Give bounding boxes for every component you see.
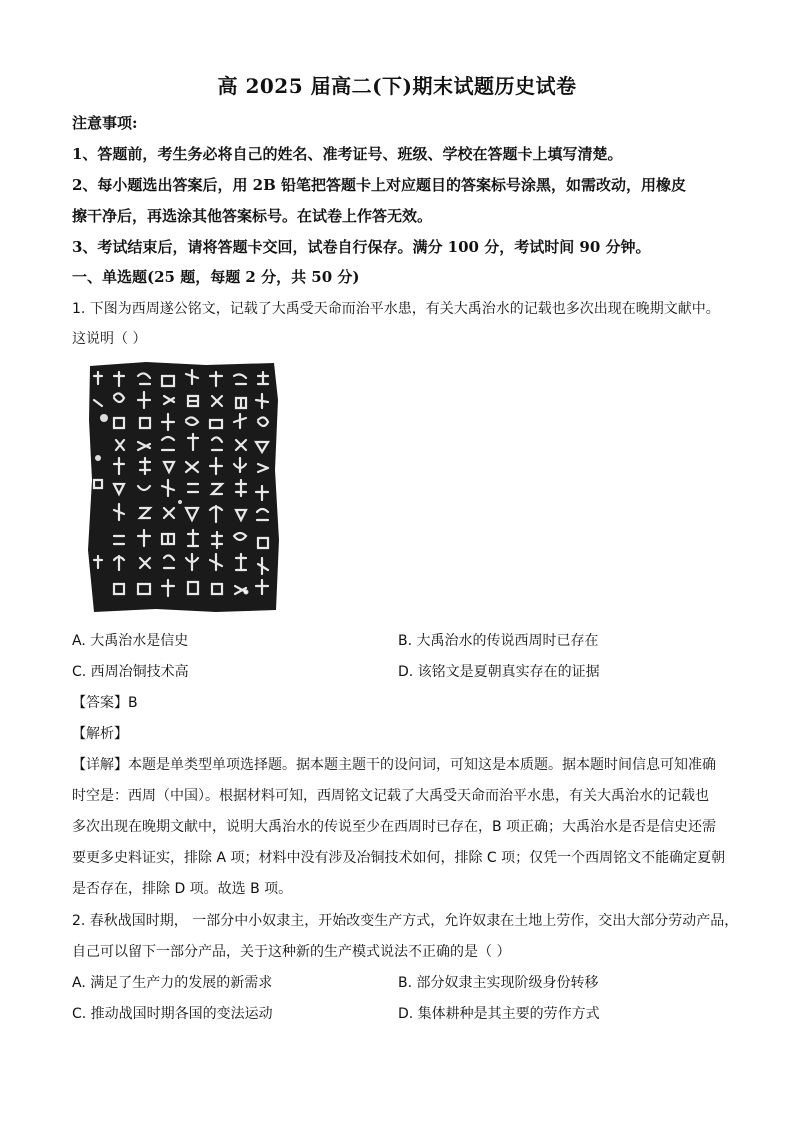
- q1-option-b[interactable]: B. 大禹治水的传说西周时已存在: [398, 633, 599, 649]
- q1-option-a[interactable]: A. 大禹治水是信史: [72, 633, 189, 649]
- q1-detail-line-4: 要更多史料证实，排除 A 项；材料中没有涉及冶铜技术如何，排除 C 项；仅凭一个西周铭文不能确定夏朝: [72, 850, 726, 866]
- q1-detail-line-2: 时空是：西周（中国）。根据材料可知，西周铭文记载了大禹受天命而治平水患，有关大禹治水的记载也: [72, 788, 709, 804]
- notice-heading: 注意事项:: [72, 114, 138, 132]
- q1-detail-line-3: 多次出现在晚期文献中，说明大禹治水的传说至少在西周时已存在，B 项正确；大禹治水是否是信史还需: [72, 819, 717, 835]
- q1-detail-line-5: 是否存在，排除 D 项。故选 B 项。: [72, 881, 293, 897]
- notice-item-3: 3、考试结束后，请将答题卡交回，试卷自行保存。满分 100 分，考试时间 90 分钟。: [72, 238, 651, 256]
- q2-option-c[interactable]: C. 推动战国时期各国的变法运动: [72, 1006, 273, 1022]
- q2-option-d[interactable]: D. 集体耕种是其主要的劳作方式: [398, 1006, 600, 1022]
- notice-item-1: 1、答题前，考生务必将自己的姓名、准考证号、班级、学校在答题卡上填写清楚。: [72, 145, 623, 163]
- page-title: 高 2025 届高二(下)期末试题历史试卷: [217, 74, 577, 98]
- q1-stem-line-1: 1. 下图为西周遂公铭文，记载了大禹受天命而治平水患，有关大禹治水的记载也多次出现在晚期文献中。: [72, 301, 720, 317]
- q1-answer: 【答案】B: [72, 695, 138, 711]
- q2-stem-line-1: 2. 春秋战国时期， 一部分中小奴隶主，开始改变生产方式，允许奴隶在土地上劳作，交出大部分劳动产品，: [72, 913, 739, 929]
- q1-detail-line-1: 【详解】本题是单类型单项选择题。据本题主题干的设问词，可知这是本质题。据本题时间信息可知准确: [72, 757, 716, 773]
- q1-analysis-label: 【解析】: [72, 726, 128, 742]
- q2-option-b[interactable]: B. 部分奴隶主实现阶级身份转移: [398, 975, 599, 991]
- q1-option-d[interactable]: D. 该铭文是夏朝真实存在的证据: [398, 664, 600, 680]
- q2-stem-line-2: 自己可以留下一部分产品，关于这种新的生产模式说法不正确的是（ ）: [72, 944, 511, 960]
- q1-stem-line-2: 这说明（ ）: [72, 331, 147, 347]
- q2-option-a[interactable]: A. 满足了生产力的发展的新需求: [72, 975, 273, 991]
- bronze-inscription-rubbing-icon: [86, 360, 280, 614]
- notice-item-2: 2、每小题选出答案后，用 2B 铅笔把答题卡上对应题目的答案标号涂黑，如需改动，用橡皮: [72, 176, 687, 194]
- notice-item-2-cont: 擦干净后，再选涂其他答案标号。在试卷上作答无效。: [72, 207, 433, 225]
- q1-option-c[interactable]: C. 西周冶铜技术高: [72, 664, 189, 680]
- section-heading: 一、单选题(25 题，每题 2 分，共 50 分): [72, 268, 360, 286]
